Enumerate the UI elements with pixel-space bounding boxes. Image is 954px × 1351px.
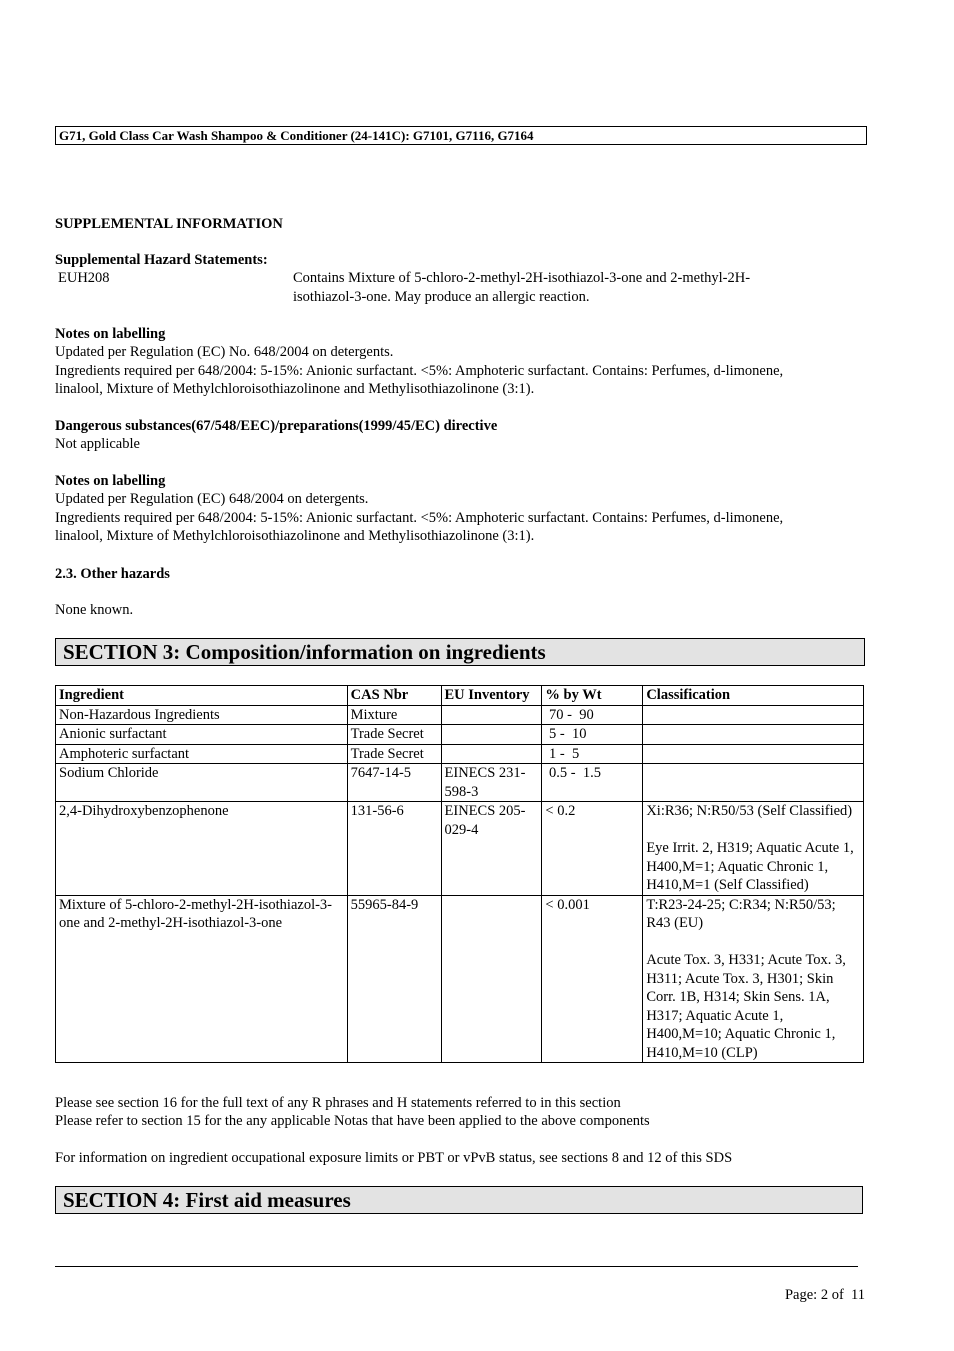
notes-labelling-line: linalool, Mixture of Methylchloroisothiazolinone and Methylisothiazolinone (3:1). xyxy=(55,381,535,397)
column-header: % by Wt xyxy=(542,686,643,706)
euh-code: EUH208 xyxy=(58,270,110,286)
classification-cell xyxy=(643,895,864,1063)
table-row xyxy=(56,744,864,764)
dangerous-substances-value: Not applicable xyxy=(55,436,140,452)
dangerous-substances-title: Dangerous substances(67/548/EEC)/preparations(1999/45/EC) directive xyxy=(55,418,498,434)
classification-cell xyxy=(643,764,864,802)
section3-note: For information on ingredient occupational exposure limits or PBT or vPvB status, see sections 8 and 12 of this SDS xyxy=(55,1150,733,1166)
classification-cell xyxy=(643,725,864,745)
cas-cell: Trade Secret xyxy=(347,744,441,764)
wt-cell: < 0.001 xyxy=(542,895,643,1063)
ingredient-cell: Anionic surfactant xyxy=(56,725,348,745)
classification-cell xyxy=(643,802,864,896)
footer-divider xyxy=(55,1266,858,1267)
wt-cell: 5 - 10 xyxy=(542,725,643,745)
composition-table xyxy=(55,685,864,1063)
wt-cell: 0.5 - 1.5 xyxy=(542,764,643,802)
table-row xyxy=(56,895,864,1063)
ingredient-cell: Amphoteric surfactant xyxy=(56,744,348,764)
page-number: Page: 2 of 11 xyxy=(784,1287,865,1303)
eu-cell: EINECS 205-029-4 xyxy=(441,802,542,896)
section3-title: SECTION 3: Composition/information on ingredients xyxy=(55,638,865,666)
eu-cell: EINECS 231-598-3 xyxy=(441,764,542,802)
euh-text-line1: Contains Mixture of 5-chloro-2-methyl-2H-isothiazol-3-one and 2-methyl-2H- xyxy=(293,270,751,286)
column-header: CAS Nbr xyxy=(347,686,441,706)
wt-cell: 1 - 5 xyxy=(542,744,643,764)
euh-text-line2: isothiazol-3-one. May produce an allergic reaction. xyxy=(293,289,590,305)
other-hazards-title: 2.3. Other hazards xyxy=(55,566,170,582)
ingredient-cell: Sodium Chloride xyxy=(56,764,348,802)
classification-cell xyxy=(643,705,864,725)
supplemental-title: SUPPLEMENTAL INFORMATION xyxy=(55,216,283,232)
classification-eu: T:R23-24-25; C:R34; N:R50/53; R43 (EU) xyxy=(646,896,836,931)
eu-cell xyxy=(441,895,542,1063)
table-header-row xyxy=(56,686,864,706)
hazard-statements-title: Supplemental Hazard Statements: xyxy=(55,252,268,268)
notes-labelling-line: Updated per Regulation (EC) 648/2004 on detergents. xyxy=(55,491,369,507)
eu-cell xyxy=(441,725,542,745)
wt-cell: < 0.2 xyxy=(542,802,643,896)
table-row xyxy=(56,705,864,725)
cas-cell: 7647-14-5 xyxy=(347,764,441,802)
classification-eu: Xi:R36; N:R50/53 (Self Classified) xyxy=(646,803,853,819)
column-header: Ingredient xyxy=(56,686,348,706)
other-hazards-value: None known. xyxy=(55,602,134,618)
section3-note: Please see section 16 for the full text of any R phrases and H statements referred to in this section xyxy=(55,1095,621,1111)
cas-cell: 131-56-6 xyxy=(347,802,441,896)
table-row xyxy=(56,764,864,802)
cas-cell: Mixture xyxy=(347,705,441,725)
ingredient-cell: 2,4-Dihydroxybenzophenone xyxy=(56,802,348,896)
classification-cell xyxy=(643,744,864,764)
wt-cell: 70 - 90 xyxy=(542,705,643,725)
column-header: EU Inventory xyxy=(441,686,542,706)
cas-cell: 55965-84-9 xyxy=(347,895,441,1063)
notes-labelling-line: Ingredients required per 648/2004: 5-15%: Anionic surfactant. <5%: Amphoteric surfactant. Contains: Perfumes, d-limonene, xyxy=(55,510,784,526)
table-row xyxy=(56,725,864,745)
column-header: Classification xyxy=(643,686,864,706)
eu-cell xyxy=(441,744,542,764)
notes-labelling-line: linalool, Mixture of Methylchloroisothiazolinone and Methylisothiazolinone (3:1). xyxy=(55,528,535,544)
notes-labelling-title: Notes on labelling xyxy=(55,473,166,489)
section3-note: Please refer to section 15 for the any applicable Notas that have been applied to the above components xyxy=(55,1113,650,1129)
eu-cell xyxy=(441,705,542,725)
ingredient-cell: Non-Hazardous Ingredients xyxy=(56,705,348,725)
notes-labelling-line: Updated per Regulation (EC) No. 648/2004 on detergents. xyxy=(55,344,394,360)
section4-title: SECTION 4: First aid measures xyxy=(55,1186,863,1214)
table-row xyxy=(56,802,864,896)
notes-labelling-line: Ingredients required per 648/2004: 5-15%: Anionic surfactant. <5%: Amphoteric surfactant. Contains: Perfumes, d-limonene, xyxy=(55,363,784,379)
ingredient-cell: Mixture of 5-chloro-2-methyl-2H-isothiazol-3-one and 2-methyl-2H-isothiazol-3-one xyxy=(56,895,348,1063)
cas-cell: Trade Secret xyxy=(347,725,441,745)
document-header: G71, Gold Class Car Wash Shampoo & Conditioner (24-141C): G7101, G7116, G7164 xyxy=(55,126,867,145)
classification-clp: Acute Tox. 3, H331; Acute Tox. 3, H311; Acute Tox. 3, H301; Skin Corr. 1B, H314; Skin Sens. 1A, H317; Aquatic Acute 1, H400,M=10; Aquatic Chronic 1, H410,M=10 (CLP) xyxy=(646,952,846,1061)
notes-labelling-title: Notes on labelling xyxy=(55,326,166,342)
classification-clp: Eye Irrit. 2, H319; Aquatic Acute 1, H400,M=1; Aquatic Chronic 1, H410,M=1 (Self Classified) xyxy=(646,840,854,893)
